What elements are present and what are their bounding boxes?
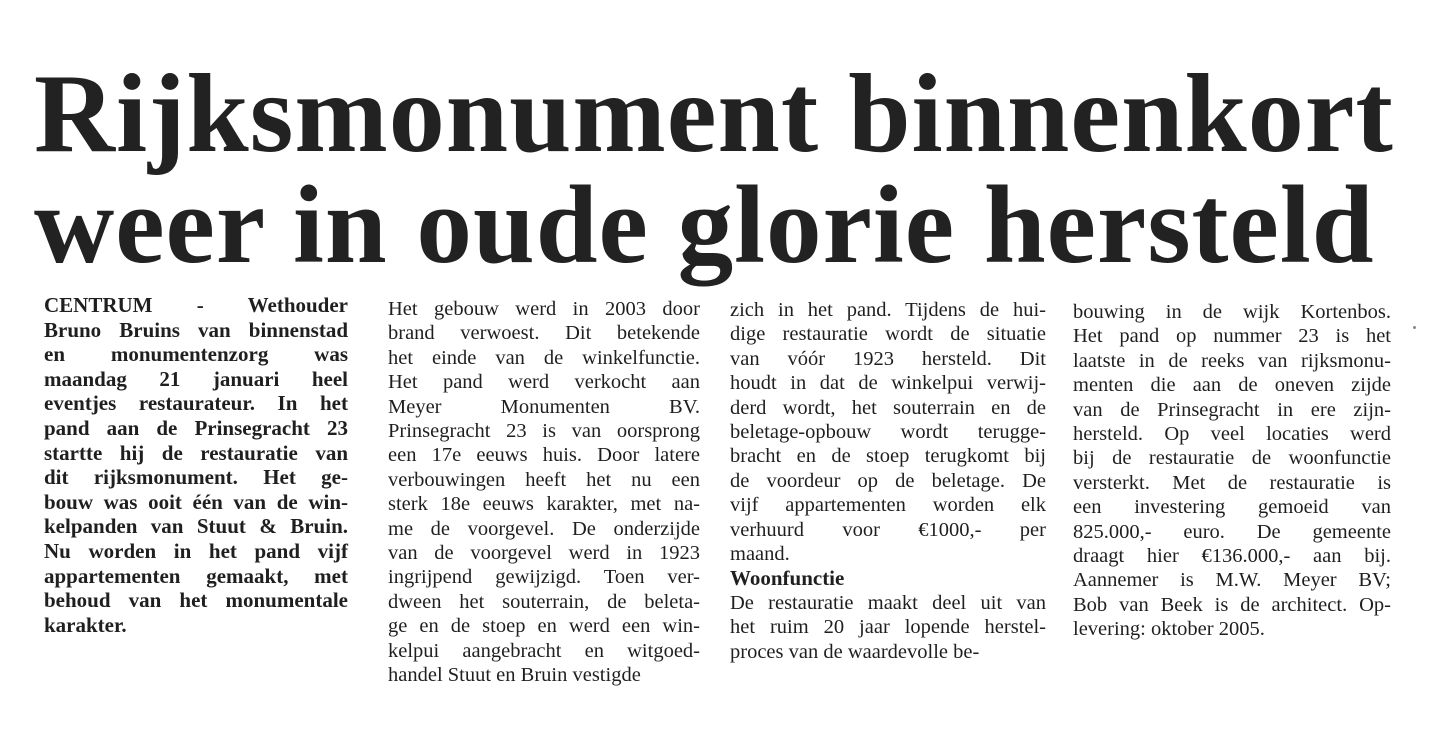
article-text-line: een 17e eeuws huis. Door latere bbox=[388, 444, 700, 467]
article-text-line: de voordeur op de beletage. De bbox=[730, 469, 1046, 492]
article-text-line: pand aan de Prinsegracht 23 bbox=[44, 415, 348, 440]
article-text-line: en monumentenzorg was bbox=[44, 342, 348, 367]
subheading: Woonfunctie bbox=[730, 566, 845, 591]
article-text-line: Het gebouw werd in 2003 door bbox=[388, 298, 700, 320]
article-text-line: Bruno Bruins van binnenstad bbox=[44, 317, 348, 342]
article-text-line: Het pand op nummer 23 is het bbox=[1073, 325, 1391, 348]
article-text-line: maandag 21 januari heel bbox=[44, 366, 348, 391]
article-text-line: hersteld. Op veel locaties werd bbox=[1073, 423, 1391, 446]
article-text-line: houdt in dat de winkelpui verwij- bbox=[730, 372, 1046, 395]
article-text-line: het einde van de winkelfunctie. bbox=[388, 346, 700, 369]
article-column-1 bbox=[44, 293, 348, 637]
article-text-line: eventjes restaurateur. In het bbox=[44, 391, 348, 416]
article-text-line: Nu worden in het pand vijf bbox=[44, 538, 348, 563]
article-text-line: kelpanden van Stuut & Bruin. bbox=[44, 514, 348, 539]
article-text-line: van de voorgevel werd in 1923 bbox=[388, 542, 700, 565]
article-text-line: me de voorgevel. De onderzijde bbox=[388, 517, 700, 540]
headline-line-1: Rijksmonument binnenkort bbox=[34, 52, 1394, 176]
article-text-line: Meyer Monumenten BV. bbox=[388, 395, 700, 418]
article-text-line: levering: oktober 2005. bbox=[1073, 618, 1265, 641]
article-text-line: kelpui aangebracht en witgoed- bbox=[388, 639, 700, 662]
article-text-line: maand. bbox=[730, 543, 790, 566]
article-text-line: dween het souterrain, de beleta- bbox=[388, 590, 700, 613]
article-text-line: De restauratie maakt deel uit van bbox=[730, 591, 1046, 614]
article-text-line: bouwing in de wijk Kortenbos. bbox=[1073, 301, 1391, 323]
scan-speck bbox=[1413, 326, 1416, 329]
article-text-line: bij de restauratie de woonfunctie bbox=[1073, 447, 1391, 470]
article-text-line: verbouwingen heeft het nu een bbox=[388, 468, 700, 491]
article-text-line: van vóór 1923 hersteld. Dit bbox=[730, 347, 1046, 370]
article-text-line: brand verwoest. Dit betekende bbox=[388, 322, 700, 345]
article-text-line: proces van de waardevolle be- bbox=[730, 640, 980, 663]
article-text-line: handel Stuut en Bruin vestigde bbox=[388, 664, 641, 687]
article-text-line: vijf appartementen worden elk bbox=[730, 494, 1046, 517]
article-text-line: het ruim 20 jaar lopende herstel- bbox=[730, 616, 1046, 639]
article-text-line: Het pand werd verkocht aan bbox=[388, 371, 700, 394]
article-text-line: derd wordt, het souterrain en de bbox=[730, 396, 1046, 419]
article-text-line: karakter. bbox=[44, 612, 127, 637]
article-text-line: bracht en de stoep terugkomt bij bbox=[730, 445, 1046, 468]
article-text-line: ge en de stoep en werd een win- bbox=[388, 615, 700, 638]
article-text-line: behoud van het monumentale bbox=[44, 588, 348, 613]
article-text-line: versterkt. Met de restauratie is bbox=[1073, 471, 1391, 494]
article-text-line: appartementen gemaakt, met bbox=[44, 563, 348, 588]
article-text-line: Aannemer is M.W. Meyer BV; bbox=[1073, 569, 1391, 592]
article-text-line: zich in het pand. Tijdens de hui- bbox=[730, 299, 1046, 321]
article-column-4 bbox=[1073, 300, 1391, 642]
article-text-line: ingrijpend gewijzigd. Toen ver- bbox=[388, 566, 700, 589]
article-text-line: startte hij de restauratie van bbox=[44, 440, 348, 465]
article-text-line: Prinsegracht 23 is van oorsprong bbox=[388, 420, 700, 443]
article-text-line: laatste in de reeks van rijksmonu- bbox=[1073, 349, 1391, 372]
article-column-3 bbox=[730, 298, 1046, 664]
article-text-line: een investering gemoeid van bbox=[1073, 496, 1391, 519]
article-text-line: sterk 18e eeuws karakter, met na- bbox=[388, 493, 700, 516]
article-text-line: van de Prinsegracht in ere zijn- bbox=[1073, 398, 1391, 421]
article-text-line: CENTRUM - Wethouder bbox=[44, 293, 348, 317]
article-column-2 bbox=[388, 297, 700, 688]
article-text-line: draagt hier €136.000,- aan bij. bbox=[1073, 545, 1391, 568]
article-text-line: bouw was ooit één van de win- bbox=[44, 489, 348, 514]
article-text-line: dige restauratie wordt de situatie bbox=[730, 323, 1046, 346]
article-text-line: verhuurd voor €1000,- per bbox=[730, 518, 1046, 541]
article-text-line: Bob van Beek is de architect. Op- bbox=[1073, 593, 1391, 616]
article-text-line: dit rijksmonument. Het ge- bbox=[44, 465, 348, 490]
headline-line-2: weer in oude glorie hersteld bbox=[34, 164, 1375, 287]
article-text-line: menten die aan de oneven zijde bbox=[1073, 374, 1391, 397]
article-text-line: beletage-opbouw wordt terugge- bbox=[730, 421, 1046, 444]
article-text-line: 825.000,- euro. De gemeente bbox=[1073, 520, 1391, 543]
